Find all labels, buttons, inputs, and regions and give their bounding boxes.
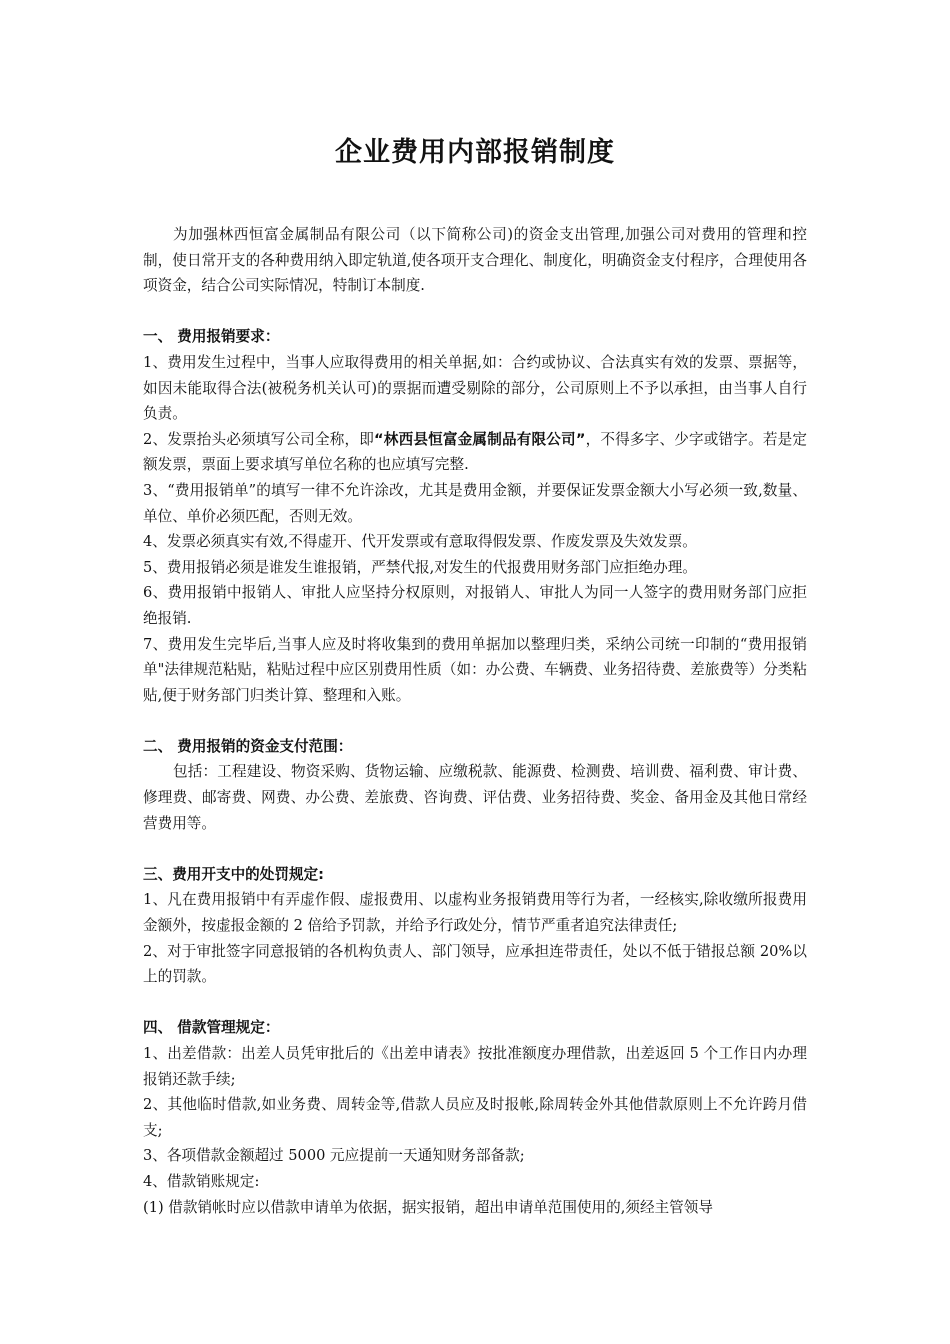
document-body — [143, 222, 807, 1220]
section-1-item: 1、费用发生过程中，当事人应取得费用的相关单据,如：合约或协议、合法真实有效的发票、票据等，如因未能取得合法(被税务机关认可)的票据而遭受剔除的部分，公司原则上不予以承担，由当事人自行负责。 — [143, 353, 807, 423]
section-1-item: 3、“费用报销单”的填写一律不允许涂改，尤其是费用金额，并要保证发票金额大小写必须一致,数量、单位、单价必须匹配，否则无效。 — [143, 481, 807, 525]
section-3-item: 1、凡在费用报销中有弄虚作假、虚报费用、以虚构业务报销费用等行为者，一经核实,除收缴所报费用金额外，按虚报金额的 2 倍给予罚款，并给予行政处分，情节严重者追究法律责任; — [143, 891, 807, 935]
section-2-text: 包括：工程建设、物资采购、货物运输、应缴税款、能源费、检测费、培训费、福利费、审计费、修理费、邮寄费、网费、办公费、差旅费、咨询费、评估费、业务招待费、奖金、备用金及其他日常经营费用等。 — [143, 763, 807, 832]
section-4-item: (1) 借款销帐时应以借款申请单为依据，据实报销，超出申请单范围使用的,须经主管领导 — [143, 1198, 713, 1216]
document-title: 企业费用内部报销制度 — [335, 137, 615, 168]
section-1-item-text: 2、发票抬头必须填写公司全称，即 — [143, 430, 375, 448]
section-1-item-text: ，不得多字、少字或错字。若是定额发票，票面上要求填写单位名称的也应填写完整. — [143, 430, 807, 474]
section-1-item: 4、发票必须真实有效,不得虚开、代开发票或有意取得假发票、作废发票及失效发票。 — [143, 533, 697, 551]
intro-paragraph: 为加强林西恒富金属制品有限公司（以下简称公司)的资金支出管理,加强公司对费用的管理和控制，使日常开支的各种费用纳入即定轨道,使各项开支合理化、制度化，明确资金支付程序，合理使用各项资金，结合公司实际情况，特制订本制度. — [143, 226, 807, 295]
section-4-item: 1、出差借款：出差人员凭审批后的《出差申请表》按批准额度办理借款，出差返回 5 个工作日内办理报销还款手续; — [143, 1045, 807, 1088]
company-name: “林西县恒富金属制品有限公司” — [374, 430, 586, 448]
section-1-item: 6、费用报销中报销人、审批人应坚持分权原则，对报销人、审批人为同一人签字的费用财务部门应拒绝报销. — [143, 584, 807, 627]
section-1-item — [143, 427, 807, 478]
section-4-item: 3、各项借款金额超过 5000 元应提前一天通知财务部备款; — [143, 1147, 525, 1165]
section-3-item: 2、对于审批签字同意报销的各机构负责人、部门领导，应承担连带责任，处以不低于错报总额 20%以上的罚款。 — [143, 942, 807, 986]
section-1-item: 7、费用发生完毕后,当事人应及时将收集到的费用单据加以整理归类，采纳公司统一印制的“费用报销单"法律规范粘贴，粘贴过程中应区别费用性质（如：办公费、车辆费、业务招待费、差旅费等）分类粘贴,便于财务部门归类计算、整理和入账。 — [143, 635, 807, 704]
section-2-heading: 二、 费用报销的资金支付范围： — [143, 737, 353, 755]
section-4-heading: 四、 借款管理规定： — [143, 1019, 280, 1037]
section-1-item: 5、费用报销必须是谁发生谁报销，严禁代报,对发生的代报费用财务部门应拒绝办理。 — [143, 558, 697, 576]
section-4-item: 4、借款销账规定: — [143, 1172, 260, 1190]
section-3-heading: 三、费用开支中的处罚规定: — [143, 865, 324, 883]
section-4-item: 2、其他临时借款,如业务费、周转金等,借款人员应及时报帐,除周转金外其他借款原则上不允许跨月借支; — [143, 1096, 807, 1139]
section-1-heading: 一、 费用报销要求： — [143, 328, 280, 346]
